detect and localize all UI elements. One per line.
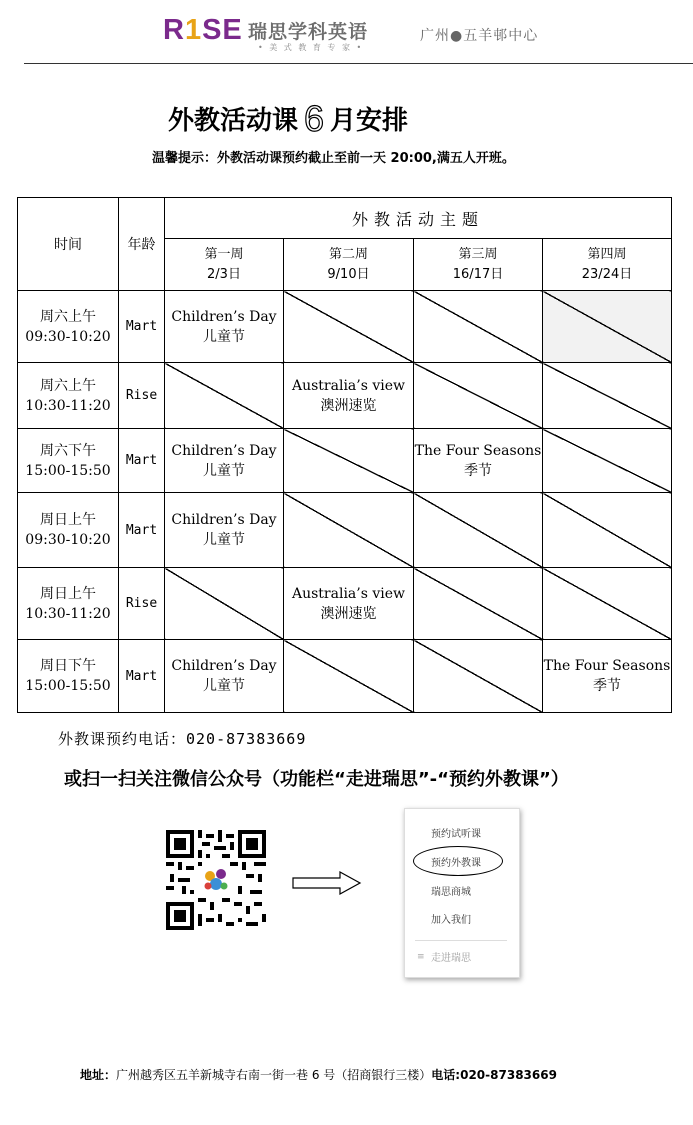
age-cell: Rise [119,363,165,429]
week-header: 第二周 9/10日 [284,239,414,291]
booking-tip: 温馨提示：外教活动课预约截止至前一天 20:00,满五人开班。 [152,151,515,166]
empty-activity-cell [414,493,543,568]
time-header: 时间 [18,198,119,291]
activity-cell: The Four Seasons 季节 [414,429,543,493]
menu-icon: ≡ [417,952,425,962]
menu-divider [415,940,507,941]
schedule-table [17,197,672,713]
menu-item[interactable]: 加入我们 [431,915,471,926]
empty-activity-cell [414,363,543,429]
age-cell: Mart [119,640,165,713]
week-header: 第一周 2/3日 [165,239,284,291]
wechat-instruction: 或扫一扫关注微信公众号（功能栏“走进瑞思”-“预约外教课”） [64,769,569,790]
age-cell: Rise [119,568,165,640]
empty-activity-cell [543,291,672,363]
brand-tagline: • 美 式 教 育 专 家 • [258,43,364,52]
qr-code-icon[interactable] [166,830,266,930]
empty-activity-cell [414,640,543,713]
menu-item[interactable]: 预约试听课 [431,829,481,840]
activity-cell: Australia’s view 澳洲速览 [284,568,414,640]
empty-activity-cell [414,568,543,640]
empty-activity-cell [165,363,284,429]
time-cell: 周日下午 15:00-15:50 [18,640,119,713]
activity-cell: Children’s Day 儿童节 [165,429,284,493]
time-cell: 周六上午 10:30-11:20 [18,363,119,429]
time-cell: 周日上午 09:30-10:20 [18,493,119,568]
age-cell: Mart [119,493,165,568]
table-row [18,363,672,429]
age-cell: Mart [119,429,165,493]
table-row [18,640,672,713]
empty-activity-cell [414,291,543,363]
table-row [18,568,672,640]
activity-cell: Children’s Day 儿童节 [165,640,284,713]
empty-activity-cell [284,640,414,713]
week-header: 第三周 16/17日 [414,239,543,291]
week-header: 第四周 23/24日 [543,239,672,291]
empty-activity-cell [284,493,414,568]
topic-header: 外教活动主题 [165,198,672,239]
menu-footer[interactable]: 走进瑞思 [431,953,471,964]
table-row [18,291,672,363]
table-row [18,493,672,568]
time-cell: 周六上午 09:30-10:20 [18,291,119,363]
highlight-ellipse [413,846,503,876]
page-title: 外教活动课 6 月安排 [168,98,409,139]
empty-activity-cell [543,429,672,493]
address-footer: 地址：广州越秀区五羊新城寺右南一街一巷 6 号（招商银行三楼）电话:020-87383669 [80,1068,557,1082]
empty-activity-cell [284,291,414,363]
activity-cell: Children’s Day 儿童节 [165,493,284,568]
menu-item[interactable]: 预约外教课 [431,858,481,869]
age-cell: Mart [119,291,165,363]
booking-phone: 外教课预约电话：020-87383669 [58,730,307,748]
empty-activity-cell [543,568,672,640]
menu-item[interactable]: 瑞思商城 [431,887,471,898]
empty-activity-cell [165,568,284,640]
empty-activity-cell [284,429,414,493]
activity-cell: The Four Seasons 季节 [543,640,672,713]
activity-cell: Australia’s view 澳洲速览 [284,363,414,429]
activity-cell: Children’s Day 儿童节 [165,291,284,363]
rise-logo: R1SE [163,14,243,46]
table-row [18,429,672,493]
empty-activity-cell [543,363,672,429]
arrow-right-icon [292,870,362,896]
time-cell: 周日上午 10:30-11:20 [18,568,119,640]
title-month: 6 [304,98,325,139]
empty-activity-cell [543,493,672,568]
time-cell: 周六下午 15:00-15:50 [18,429,119,493]
branch-name: 广州●五羊邨中心 [420,28,539,44]
wechat-menu-screenshot [404,808,520,978]
age-header: 年龄 [119,198,165,291]
brand-name: 瑞思学科英语 [248,21,369,43]
header-divider [24,63,693,64]
